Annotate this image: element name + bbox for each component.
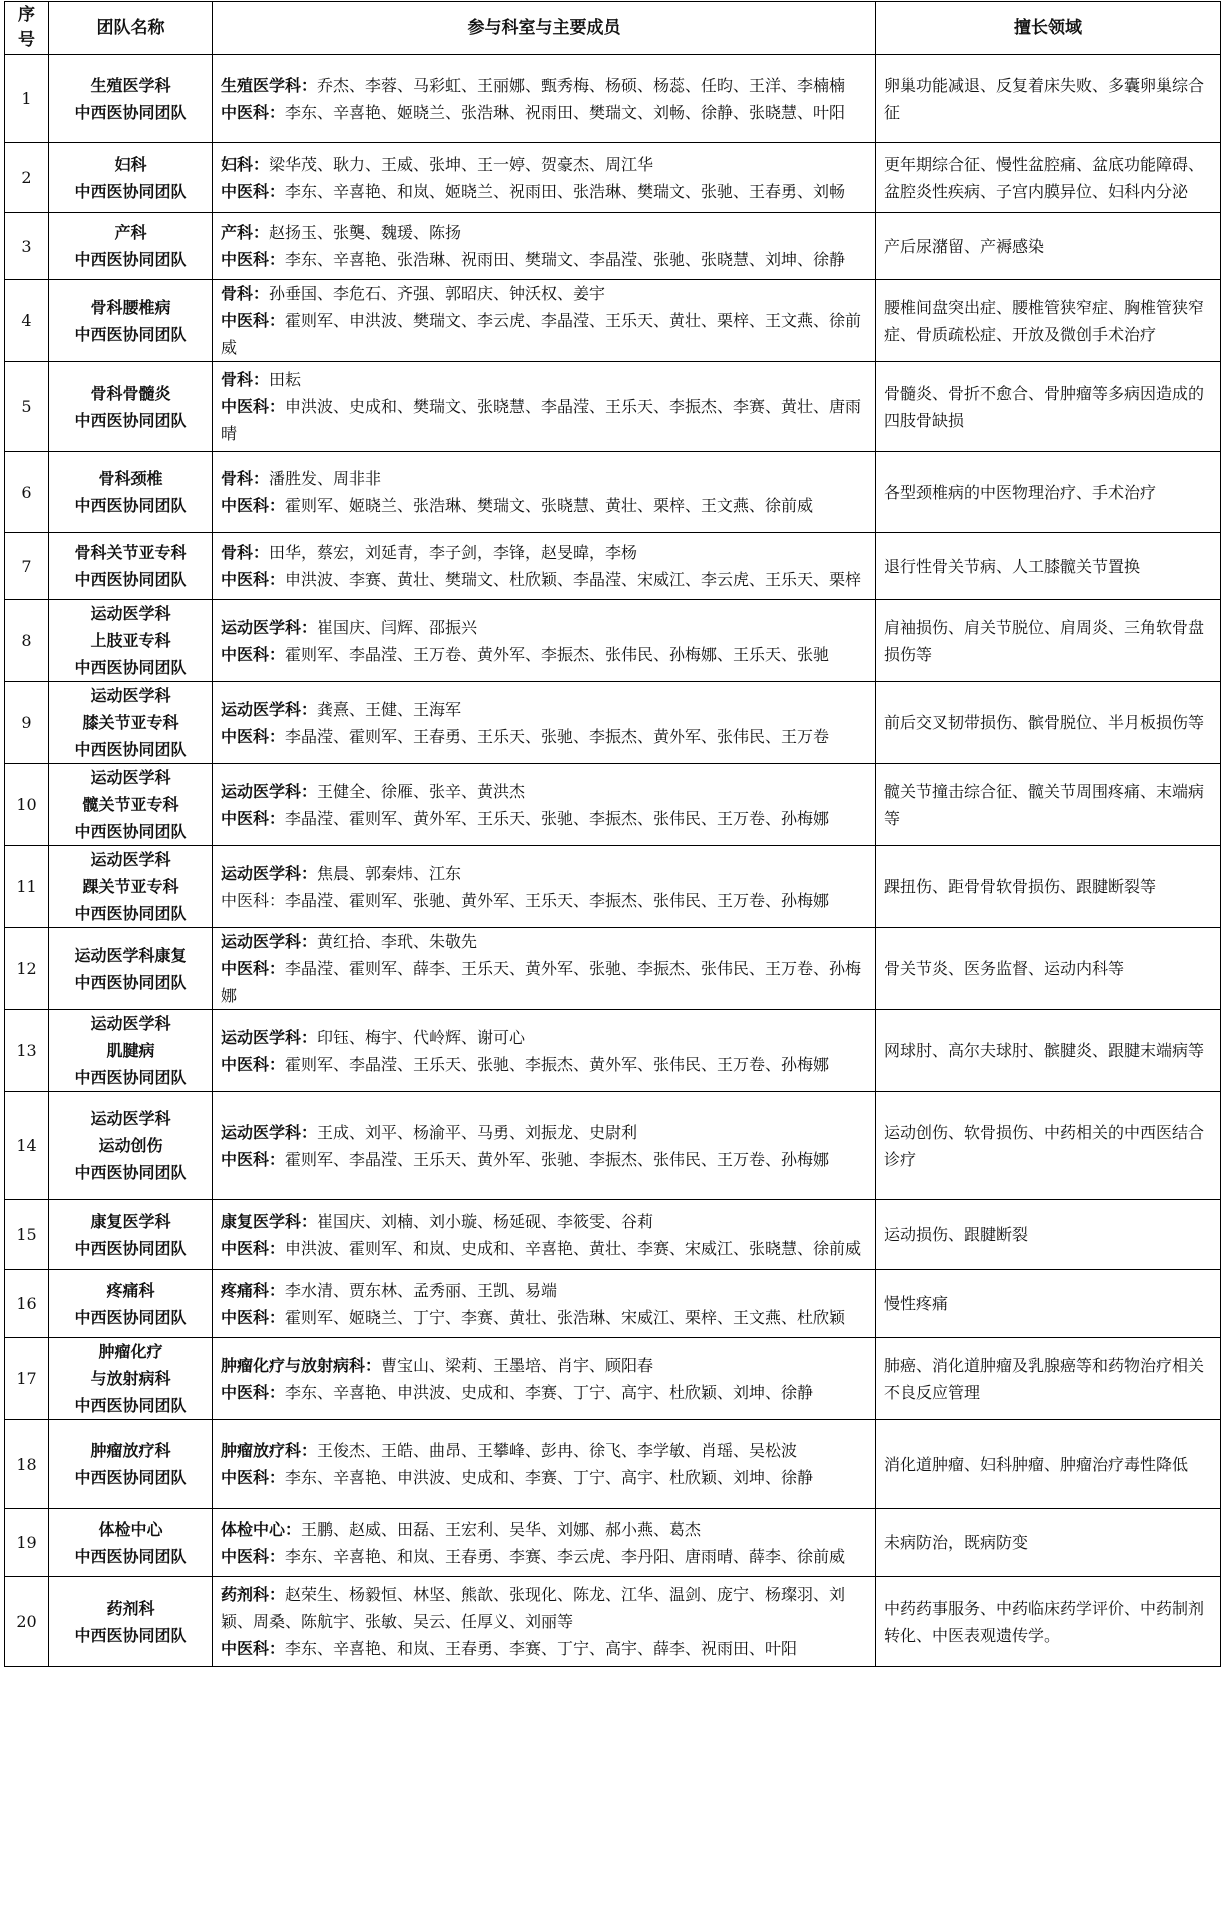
member-names: 潘胜发、周非非 <box>269 469 382 488</box>
department-line <box>221 723 867 750</box>
members-cell <box>213 1420 876 1509</box>
department-line <box>221 219 867 246</box>
department-label: 中医科： <box>221 311 286 330</box>
members-cell <box>213 143 876 213</box>
member-names: 田耘 <box>269 370 302 389</box>
department-line <box>221 492 867 519</box>
team-name: 骨科腰椎病 中西医协同团队 <box>49 280 213 362</box>
members-cell <box>213 1509 876 1577</box>
member-names: 李东、辛喜艳、和岚、王春勇、李赛、李云虎、李丹阳、唐雨晴、薛李、徐前威 <box>285 1546 846 1566</box>
department-label: 中医科： <box>221 1149 286 1169</box>
department-label: 中医科： <box>221 1238 286 1258</box>
department-line <box>221 1051 867 1078</box>
expertise-cell: 产后尿潴留、产褥感染 <box>876 213 1221 280</box>
department-label: 中医科： <box>221 102 286 122</box>
department-line <box>221 1581 867 1635</box>
member-names: 申洪波、李赛、黄壮、樊瑞文、杜欣颖、李晶滢、宋威江、李云虎、王乐天、栗梓 <box>285 570 862 589</box>
department-line <box>221 280 867 307</box>
member-names: 霍则军、申洪波、樊瑞文、李云虎、李晶滢、王乐天、黄壮、栗梓、王文燕、徐前威 <box>221 311 862 357</box>
member-names: 李东、辛喜艳、和岚、王春勇、李赛、丁宁、高宇、薛李、祝雨田、叶阳 <box>285 1639 798 1658</box>
members-cell <box>213 928 876 1010</box>
member-names: 霍则军、姬晓兰、张浩琳、樊瑞文、张晓慧、黄壮、栗梓、王文燕、徐前威 <box>285 496 814 515</box>
members-cell <box>213 1010 876 1092</box>
member-names: 申洪波、史成和、樊瑞文、张晓慧、李晶滢、王乐天、李振杰、李赛、黄壮、唐雨晴 <box>221 397 862 443</box>
member-names: 李东、辛喜艳、申洪波、史成和、李赛、丁宁、高宇、杜欣颖、刘坤、徐静 <box>285 1468 814 1487</box>
department-line <box>221 1146 867 1173</box>
department-label: 骨科： <box>221 469 270 488</box>
expertise-cell: 前后交叉韧带损伤、髌骨脱位、半月板损伤等 <box>876 682 1221 764</box>
department-line <box>221 1304 867 1331</box>
member-names: 王成、刘平、杨渝平、马勇、刘振龙、史尉利 <box>317 1122 638 1142</box>
member-names: 黄红拾、李玳、朱敬先 <box>317 932 478 951</box>
expertise-cell: 未病防治，既病防变 <box>876 1509 1221 1577</box>
department-line <box>221 1379 867 1406</box>
members-cell <box>213 1270 876 1338</box>
table-row <box>5 1420 1221 1509</box>
team-name: 骨科颈椎 中西医协同团队 <box>49 452 213 533</box>
department-line <box>221 539 867 566</box>
department-label: 中医科： <box>221 1468 286 1487</box>
table-row <box>5 846 1221 928</box>
department-line <box>221 955 867 1009</box>
expertise-cell: 腰椎间盘突出症、腰椎管狭窄症、胸椎管狭窄症、骨质疏松症、开放及微创手术治疗 <box>876 280 1221 362</box>
expertise-cell: 肩袖损伤、肩关节脱位、肩周炎、三角软骨盘损伤等 <box>876 600 1221 682</box>
table-row <box>5 213 1221 280</box>
department-label: 体检中心： <box>221 1519 302 1539</box>
row-index: 19 <box>5 1509 49 1577</box>
member-names: 李东、辛喜艳、张浩琳、祝雨田、樊瑞文、李晶滢、张驰、张晓慧、刘坤、徐静 <box>285 250 846 269</box>
member-names: 霍则军、李晶滢、王乐天、张驰、李振杰、黄外军、张伟民、王万卷、孙梅娜 <box>285 1054 830 1074</box>
member-names: 李晶滢、霍则军、张驰、黄外军、王乐天、李振杰、张伟民、王万卷、孙梅娜 <box>285 890 830 910</box>
team-name: 肿瘤放疗科 中西医协同团队 <box>49 1420 213 1509</box>
department-line <box>221 99 867 126</box>
department-label: 中医科： <box>221 644 286 664</box>
department-line <box>221 1635 867 1662</box>
table-row <box>5 928 1221 1010</box>
department-line <box>221 1437 867 1464</box>
expertise-cell: 骨关节炎、医务监督、运动内科等 <box>876 928 1221 1010</box>
members-cell <box>213 1577 876 1667</box>
department-line <box>221 614 867 641</box>
expertise-cell: 卵巢功能减退、反复着床失败、多囊卵巢综合征 <box>876 55 1221 143</box>
department-label: 运动医学科： <box>221 1027 318 1047</box>
member-names: 崔国庆、刘楠、刘小璇、杨延砚、李筱雯、谷莉 <box>317 1211 654 1231</box>
department-line <box>221 366 867 393</box>
expertise-cell: 运动损伤、跟腱断裂 <box>876 1200 1221 1270</box>
table-row <box>5 1577 1221 1667</box>
department-line <box>221 246 867 273</box>
row-index: 12 <box>5 928 49 1010</box>
table-row <box>5 1200 1221 1270</box>
table-row <box>5 600 1221 682</box>
department-label: 运动医学科： <box>221 617 318 637</box>
team-name: 生殖医学科 中西医协同团队 <box>49 55 213 143</box>
department-line <box>221 465 867 492</box>
department-label: 运动医学科： <box>221 863 318 883</box>
department-label: 中医科： <box>221 181 286 201</box>
expertise-cell: 中药药事服务、中药临床药学评价、中药制剂转化、中医表观遗传学。 <box>876 1577 1221 1667</box>
expertise-cell: 踝扭伤、距骨骨软骨损伤、跟腱断裂等 <box>876 846 1221 928</box>
department-line <box>221 1543 867 1570</box>
team-name: 骨科关节亚专科 中西医协同团队 <box>49 533 213 600</box>
member-names: 李晶滢、霍则军、黄外军、王乐天、张驰、李振杰、张伟民、王万卷、孙梅娜 <box>285 808 830 828</box>
department-label: 中医科： <box>221 496 286 515</box>
member-names: 王健全、徐雁、张辛、黄洪杰 <box>317 781 526 801</box>
department-line <box>221 641 867 668</box>
row-index: 13 <box>5 1010 49 1092</box>
row-index: 4 <box>5 280 49 362</box>
department-line <box>221 1464 867 1491</box>
members-cell <box>213 1092 876 1200</box>
table-row <box>5 1010 1221 1092</box>
members-cell <box>213 682 876 764</box>
table-row <box>5 1092 1221 1200</box>
expertise-cell: 肺癌、消化道肿瘤及乳腺癌等和药物治疗相关不良反应管理 <box>876 1338 1221 1420</box>
department-label: 中医科： <box>221 1382 286 1402</box>
team-name: 体检中心 中西医协同团队 <box>49 1509 213 1577</box>
table-row <box>5 143 1221 213</box>
members-cell <box>213 213 876 280</box>
department-label: 妇科： <box>221 154 270 174</box>
members-cell <box>213 764 876 846</box>
team-name: 运动医学科 上肢亚专科 中西医协同团队 <box>49 600 213 682</box>
department-line <box>221 696 867 723</box>
department-label: 骨科： <box>221 284 270 303</box>
team-table <box>4 1 1221 1667</box>
member-names: 李东、辛喜艳、申洪波、史成和、李赛、丁宁、高宇、杜欣颖、刘坤、徐静 <box>285 1382 814 1402</box>
team-name: 药剂科 中西医协同团队 <box>49 1577 213 1667</box>
expertise-cell: 退行性骨关节病、人工膝髋关节置换 <box>876 533 1221 600</box>
member-names: 霍则军、姬晓兰、丁宁、李赛、黄壮、张浩琳、宋威江、栗梓、王文燕、杜欣颖 <box>285 1307 846 1327</box>
row-index: 18 <box>5 1420 49 1509</box>
table-row <box>5 362 1221 452</box>
team-name: 肿瘤化疗 与放射病科 中西医协同团队 <box>49 1338 213 1420</box>
team-name: 产科 中西医协同团队 <box>49 213 213 280</box>
department-line <box>221 307 867 361</box>
department-label: 运动医学科： <box>221 932 318 951</box>
header-index <box>5 2 49 55</box>
row-index: 2 <box>5 143 49 213</box>
member-names: 赵扬玉、张龑、魏瑗、陈扬 <box>269 223 462 242</box>
department-label: 骨科： <box>221 370 270 389</box>
member-names: 赵荣生、杨毅恒、林坚、熊歆、张现化、陈龙、江华、温剑、庞宁、杨璨羽、刘颖、周桑、陈航宇、张敏、吴云、任厚义、刘丽等 <box>221 1585 846 1631</box>
row-index: 7 <box>5 533 49 600</box>
expertise-cell: 髋关节撞击综合征、髋关节周围疼痛、末端病等 <box>876 764 1221 846</box>
member-names: 田华，蔡宏，刘延青，李子剑，李锋，赵旻暐，李杨 <box>269 543 638 562</box>
department-label: 中医科： <box>221 1546 286 1566</box>
department-label: 运动医学科： <box>221 781 318 801</box>
table-row <box>5 533 1221 600</box>
department-label: 中医科： <box>221 1639 286 1658</box>
department-label: 中医科： <box>221 726 286 746</box>
department-line <box>221 1235 867 1262</box>
table-row <box>5 1270 1221 1338</box>
team-name: 康复医学科 中西医协同团队 <box>49 1200 213 1270</box>
department-label: 康复医学科： <box>221 1211 318 1231</box>
member-names: 霍则军、李晶滢、王乐天、黄外军、张驰、李振杰、张伟民、王万卷、孙梅娜 <box>285 1149 830 1169</box>
table-body <box>5 55 1221 1667</box>
department-line <box>221 178 867 205</box>
department-line <box>221 1516 867 1543</box>
department-line <box>221 805 867 832</box>
department-label: 中医科： <box>221 890 286 910</box>
expertise-cell: 网球肘、高尔夫球肘、髌腱炎、跟腱末端病等 <box>876 1010 1221 1092</box>
row-index: 6 <box>5 452 49 533</box>
header-members: 参与科室与主要成员 <box>213 2 876 55</box>
department-label: 中医科： <box>221 570 286 589</box>
department-label: 药剂科： <box>221 1585 286 1604</box>
department-line <box>221 393 867 447</box>
members-cell <box>213 1200 876 1270</box>
department-label: 运动医学科： <box>221 699 318 719</box>
department-line <box>221 1024 867 1051</box>
team-name: 运动医学科 肌腱病 中西医协同团队 <box>49 1010 213 1092</box>
row-index: 16 <box>5 1270 49 1338</box>
members-cell <box>213 280 876 362</box>
department-line <box>221 1277 867 1304</box>
department-label: 生殖医学科： <box>221 75 318 95</box>
table-row <box>5 764 1221 846</box>
header-expertise: 擅长领域 <box>876 2 1221 55</box>
member-names: 李水清、贾东林、孟秀丽、王凯、易端 <box>285 1280 558 1300</box>
members-cell <box>213 362 876 452</box>
expertise-cell: 运动创伤、软骨损伤、中药相关的中西医结合诊疗 <box>876 1092 1221 1200</box>
department-label: 骨科： <box>221 543 270 562</box>
member-names: 李东、辛喜艳、和岚、姬晓兰、祝雨田、张浩琳、樊瑞文、张驰、王春勇、刘畅 <box>285 181 846 201</box>
department-label: 疼痛科： <box>221 1280 286 1300</box>
members-cell <box>213 600 876 682</box>
members-cell <box>213 533 876 600</box>
members-cell <box>213 55 876 143</box>
table-row <box>5 682 1221 764</box>
member-names: 李晶滢、霍则军、王春勇、王乐天、张驰、李振杰、黄外军、张伟民、王万卷 <box>285 726 830 746</box>
department-label: 中医科： <box>221 808 286 828</box>
member-names: 龚熹、王健、王海军 <box>317 699 462 719</box>
member-names: 曹宝山、梁莉、王墨培、肖宇、顾阳春 <box>381 1355 654 1375</box>
team-name: 骨科骨髓炎 中西医协同团队 <box>49 362 213 452</box>
team-name: 妇科 中西医协同团队 <box>49 143 213 213</box>
department-line <box>221 860 867 887</box>
row-index: 10 <box>5 764 49 846</box>
row-index: 1 <box>5 55 49 143</box>
department-label: 中医科： <box>221 250 286 269</box>
member-names: 焦晨、郭秦炜、江东 <box>317 863 462 883</box>
team-name: 运动医学科 运动创伤 中西医协同团队 <box>49 1092 213 1200</box>
department-line <box>221 928 867 955</box>
table-row <box>5 452 1221 533</box>
department-label: 运动医学科： <box>221 1122 318 1142</box>
member-names: 印钰、梅宇、代岭辉、谢可心 <box>317 1027 526 1047</box>
department-line <box>221 566 867 593</box>
table-row <box>5 1338 1221 1420</box>
department-line <box>221 1208 867 1235</box>
member-names: 王俊杰、王皓、曲昂、王攀峰、彭冉、徐飞、李学敏、肖瑶、吴松波 <box>317 1441 798 1460</box>
department-label: 中医科： <box>221 1307 286 1327</box>
team-name: 运动医学科 踝关节亚专科 中西医协同团队 <box>49 846 213 928</box>
member-names: 乔杰、李蓉、马彩虹、王丽娜、甄秀梅、杨硕、杨蕊、任昀、王洋、李楠楠 <box>317 75 846 95</box>
department-label: 肿瘤化疗与放射病科： <box>221 1355 382 1375</box>
member-names: 孙垂国、李危石、齐强、郭昭庆、钟沃权、姜宇 <box>269 284 606 303</box>
header-row <box>5 2 1221 55</box>
member-names: 崔国庆、闫辉、邵振兴 <box>317 617 478 637</box>
expertise-cell: 骨髓炎、骨折不愈合、骨肿瘤等多病因造成的四肢骨缺损 <box>876 362 1221 452</box>
department-label: 中医科： <box>221 397 286 416</box>
team-name: 运动医学科康复 中西医协同团队 <box>49 928 213 1010</box>
member-names: 王鹏、赵威、田磊、王宏利、吴华、刘娜、郝小燕、葛杰 <box>301 1519 702 1539</box>
table-row <box>5 1509 1221 1577</box>
row-index: 3 <box>5 213 49 280</box>
expertise-cell: 更年期综合征、慢性盆腔痛、盆底功能障碍、盆腔炎性疾病、子宫内膜异位、妇科内分泌 <box>876 143 1221 213</box>
row-index: 20 <box>5 1577 49 1667</box>
department-line <box>221 778 867 805</box>
expertise-cell: 消化道肿瘤、妇科肿瘤、肿瘤治疗毒性降低 <box>876 1420 1221 1509</box>
department-label: 中医科： <box>221 1054 286 1074</box>
header-team: 团队名称 <box>49 2 213 55</box>
department-label: 中医科： <box>221 959 286 978</box>
department-line <box>221 151 867 178</box>
row-index: 9 <box>5 682 49 764</box>
table-row <box>5 280 1221 362</box>
department-line <box>221 1119 867 1146</box>
members-cell <box>213 846 876 928</box>
team-name: 运动医学科 髋关节亚专科 中西医协同团队 <box>49 764 213 846</box>
members-cell <box>213 452 876 533</box>
row-index: 5 <box>5 362 49 452</box>
row-index: 11 <box>5 846 49 928</box>
header-index-text: 序号 <box>18 5 35 50</box>
expertise-cell: 各型颈椎病的中医物理治疗、手术治疗 <box>876 452 1221 533</box>
row-index: 17 <box>5 1338 49 1420</box>
department-line <box>221 72 867 99</box>
member-names: 李东、辛喜艳、姬晓兰、张浩琳、祝雨田、樊瑞文、刘畅、徐静、张晓慧、叶阳 <box>285 102 846 122</box>
member-names: 李晶滢、霍则军、薛李、王乐天、黄外军、张驰、李振杰、张伟民、王万卷、孙梅娜 <box>221 959 862 1005</box>
row-index: 15 <box>5 1200 49 1270</box>
department-line <box>221 887 867 914</box>
table-row <box>5 55 1221 143</box>
members-cell <box>213 1338 876 1420</box>
department-label: 产科： <box>221 223 270 242</box>
team-name: 运动医学科 膝关节亚专科 中西医协同团队 <box>49 682 213 764</box>
department-line <box>221 1352 867 1379</box>
row-index: 14 <box>5 1092 49 1200</box>
department-label: 肿瘤放疗科： <box>221 1441 318 1460</box>
member-names: 霍则军、李晶滢、王万卷、黄外军、李振杰、张伟民、孙梅娜、王乐天、张驰 <box>285 644 830 664</box>
expertise-cell: 慢性疼痛 <box>876 1270 1221 1338</box>
team-name: 疼痛科 中西医协同团队 <box>49 1270 213 1338</box>
row-index: 8 <box>5 600 49 682</box>
member-names: 申洪波、霍则军、和岚、史成和、辛喜艳、黄壮、李赛、宋威江、张晓慧、徐前威 <box>285 1238 862 1258</box>
member-names: 梁华茂、耿力、王威、张坤、王一婷、贺豪杰、周江华 <box>269 154 654 174</box>
